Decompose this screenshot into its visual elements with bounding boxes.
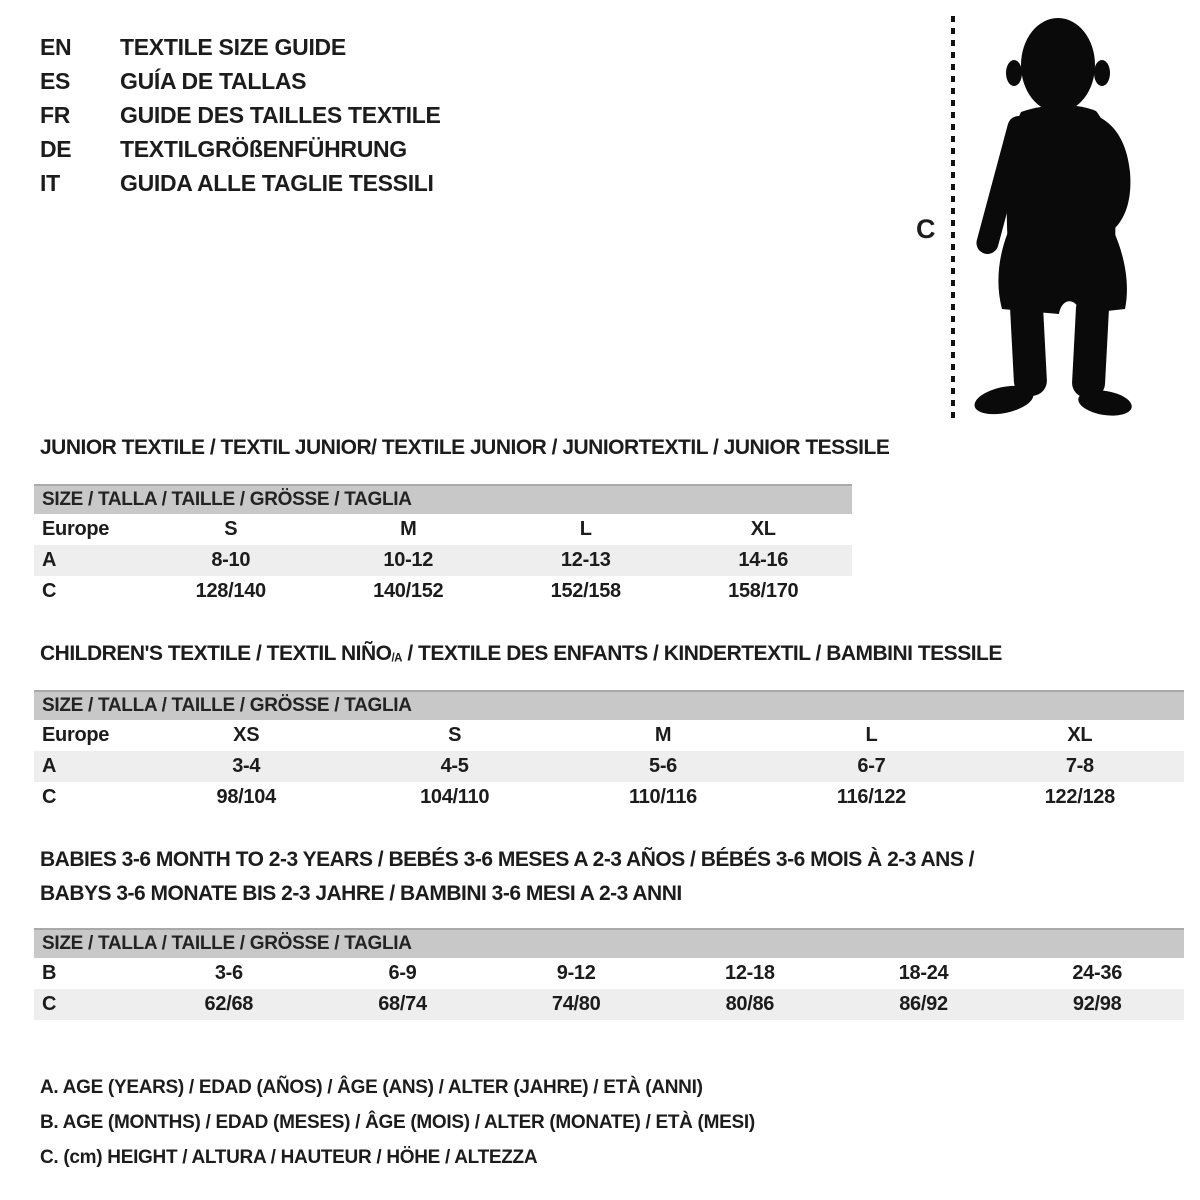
size-cell: XL (750, 518, 776, 540)
table-row-height (34, 576, 852, 607)
height-cell: 122/128 (1044, 786, 1115, 808)
table-row-europe (34, 720, 1184, 751)
height-cell: 98/104 (216, 786, 276, 808)
age-cell: 10-12 (383, 549, 434, 571)
size-header-bar (34, 690, 1184, 720)
age-cell: 3-6 (214, 962, 243, 984)
table-row-age-months (34, 958, 1184, 989)
height-measure-dashed-line (951, 16, 955, 418)
row-label: C (42, 993, 57, 1015)
language-code: IT (40, 170, 60, 196)
age-cell: 6-9 (388, 962, 417, 984)
table-row-height (34, 989, 1184, 1020)
height-cell: 92/98 (1072, 993, 1122, 1015)
babies-section-title-line2: BABYS 3-6 MONATE BIS 2-3 JAHRE / BAMBINI 3-6 MESI A 2-3 ANNI (40, 882, 682, 905)
language-title: GUIDE DES TAILLES TEXTILE (120, 102, 441, 128)
age-cell: 6-7 (857, 755, 886, 777)
table-row-height (34, 782, 1184, 813)
size-cell: M (654, 724, 672, 746)
row-label: C (42, 786, 57, 808)
junior-size-table (34, 484, 852, 607)
language-code: EN (40, 34, 72, 60)
row-label: Europe (42, 724, 110, 746)
language-row-es (40, 64, 441, 98)
size-header-label: SIZE / TALLA / TAILLE / GRÖSSE / TAGLIA (42, 695, 412, 716)
children-size-table (34, 690, 1184, 813)
language-code: FR (40, 102, 71, 128)
height-cell: 74/80 (551, 993, 601, 1015)
children-title-post: / TEXTILE DES ENFANTS / KINDERTEXTIL / BAMBINI TESSILE (402, 642, 1002, 665)
language-title: TEXTILGRÖßENFÜHRUNG (120, 136, 407, 162)
language-row-it (40, 166, 441, 200)
age-cell: 9-12 (556, 962, 596, 984)
language-row-fr (40, 98, 441, 132)
row-label: B (42, 962, 57, 984)
height-cell: 140/152 (373, 580, 444, 602)
language-row-en (40, 30, 441, 64)
children-title-subscript: /A (391, 652, 403, 665)
height-cell: 86/92 (899, 993, 948, 1015)
age-cell: 24-36 (1072, 962, 1123, 984)
silhouette-leg-right (1071, 293, 1109, 399)
age-cell: 14-16 (738, 549, 789, 571)
size-header-label: SIZE / TALLA / TAILLE / GRÖSSE / TAGLIA (42, 933, 412, 954)
height-cell: 80/86 (725, 993, 775, 1015)
size-cell: XS (233, 724, 260, 746)
legend-line-b: B. AGE (MONTHS) / EDAD (MESES) / ÂGE (MOIS) / ALTER (MONATE) / ETÀ (MESI) (40, 1112, 755, 1133)
size-header-bar (34, 928, 1184, 958)
size-header-bar (34, 484, 852, 514)
age-cell: 5-6 (649, 755, 678, 777)
size-cell: S (224, 518, 238, 540)
age-cell: 18-24 (898, 962, 949, 984)
size-cell: M (400, 518, 417, 540)
silhouette-leg-left (1009, 293, 1047, 397)
size-header-label: SIZE / TALLA / TAILLE / GRÖSSE / TAGLIA (42, 489, 412, 510)
table-row-europe (34, 514, 852, 545)
height-cell: 158/170 (728, 580, 799, 602)
legend-line-a: A. AGE (YEARS) / EDAD (AÑOS) / ÂGE (ANS) / ALTER (JAHRE) / ETÀ (ANNI) (40, 1077, 703, 1098)
size-cell: S (448, 724, 462, 746)
age-cell: 3-4 (232, 755, 261, 777)
children-section-title (40, 642, 1002, 666)
babies-size-table (34, 928, 1184, 1020)
legend (40, 1070, 755, 1175)
silhouette-ear-right (1094, 60, 1110, 86)
age-cell: 12-18 (725, 962, 775, 984)
language-title: TEXTILE SIZE GUIDE (120, 34, 346, 60)
language-row-de (40, 132, 441, 166)
language-title: GUIDA ALLE TAGLIE TESSILI (120, 170, 434, 196)
height-cell: 68/74 (378, 993, 427, 1015)
age-cell: 7-8 (1065, 755, 1094, 777)
row-label: Europe (42, 518, 110, 540)
height-cell: 116/122 (836, 786, 906, 808)
row-label: A (42, 549, 57, 571)
size-cell: L (865, 724, 878, 746)
table-row-age (34, 545, 852, 576)
height-cell: 110/116 (629, 786, 698, 808)
junior-section-title: JUNIOR TEXTILE / TEXTIL JUNIOR/ TEXTILE JUNIOR / JUNIORTEXTIL / JUNIOR TESSILE (40, 436, 890, 459)
height-cell: 152/158 (550, 580, 621, 602)
babies-section-title-line1: BABIES 3-6 MONTH TO 2-3 YEARS / BEBÉS 3-6 MESES A 2-3 AÑOS / BÉBÉS 3-6 MOIS À 2-3 ANS / (40, 848, 975, 871)
silhouette-ear-left (1006, 60, 1022, 86)
height-cell: 104/110 (420, 786, 490, 808)
size-cell: L (579, 518, 592, 540)
language-code: ES (40, 68, 71, 94)
children-title-pre: CHILDREN'S TEXTILE / TEXTIL NIÑO (40, 642, 392, 665)
language-code: DE (40, 136, 72, 162)
legend-line-c: C. (cm) HEIGHT / ALTURA / HAUTEUR / HÖHE / ALTEZZA (40, 1147, 538, 1168)
age-cell: 12-13 (560, 549, 611, 571)
age-cell: 4-5 (440, 755, 469, 777)
language-title: GUÍA DE TALLAS (120, 68, 307, 94)
height-cell: 128/140 (195, 580, 266, 602)
row-label: C (42, 580, 57, 602)
silhouette-head (1021, 18, 1095, 112)
size-cell: XL (1067, 724, 1093, 746)
height-measure-label: C (916, 214, 936, 244)
table-row-age (34, 751, 1184, 782)
toddler-silhouette-image (966, 16, 1146, 418)
height-cell: 62/68 (204, 993, 254, 1015)
age-cell: 8-10 (211, 549, 251, 571)
row-label: A (42, 755, 57, 777)
language-header (40, 30, 441, 200)
